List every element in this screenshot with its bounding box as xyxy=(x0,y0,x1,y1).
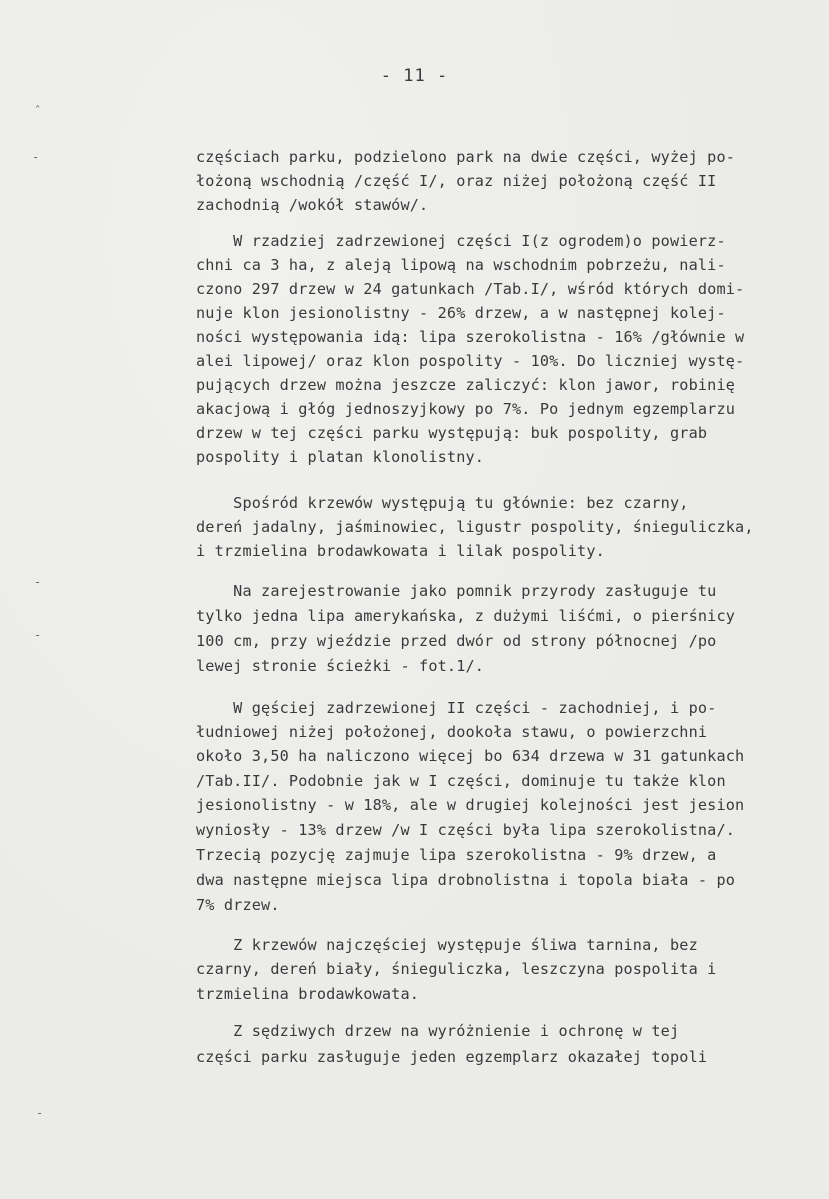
text-line: około 3,50 ha naliczono więcej bo 634 drzewa w 31 gatunkach xyxy=(196,747,745,765)
scan-mark: - xyxy=(32,150,40,164)
text-line: dwa następne miejsca lipa drobnolistna i topola biała - po xyxy=(196,871,736,889)
text-line: drzew w tej części parku występują: buk pospolity, grab xyxy=(196,424,708,442)
text-line: Z krzewów najczęściej występuje śliwa tarnina, bez xyxy=(196,936,698,954)
text-line: części parku zasługuje jeden egzemplarz okazałej topoli xyxy=(196,1048,708,1066)
text-line: Spośród krzewów występują tu głównie: bez czarny, xyxy=(196,494,689,512)
text-line: i trzmielina brodawkowata i lilak pospolity. xyxy=(196,542,605,560)
text-line: wyniosły - 13% drzew /w I części była lipa szerokolistna/. xyxy=(196,821,736,839)
scan-mark: ˆ xyxy=(34,104,42,118)
text-line: lewej stronie ścieżki - fot.1/. xyxy=(196,657,485,675)
text-line: czono 297 drzew w 24 gatunkach /Tab.I/, wśród których domi- xyxy=(196,280,745,298)
text-line: trzmielina brodawkowata. xyxy=(196,985,420,1003)
text-line: czarny, dereń biały, śnieguliczka, leszczyna pospolita i xyxy=(196,960,717,978)
text-line: /Tab.II/. Podobnie jak w I części, dominuje tu także klon xyxy=(196,772,726,790)
text-line: pospolity i platan klonolistny. xyxy=(196,448,485,466)
text-line: 100 cm, przy wjeździe przed dwór od strony północnej /po xyxy=(196,632,717,650)
text-line: zachodnią /wokół stawów/. xyxy=(196,196,429,214)
text-line: Trzecią pozycję zajmuje lipa szerokolistna - 9% drzew, a xyxy=(196,846,717,864)
text-line: W gęściej zadrzewionej II części - zachodniej, i po- xyxy=(196,699,717,717)
text-line: łudniowej niżej położonej, dookoła stawu, o powierzchni xyxy=(196,723,708,741)
text-line: alei lipowej/ oraz klon pospolity - 10%. Do liczniej wystę- xyxy=(196,352,745,370)
text-line: dereń jadalny, jaśminowiec, ligustr pospolity, śnieguliczka, xyxy=(196,518,754,536)
text-line: 7% drzew. xyxy=(196,896,280,914)
text-line: ności występowania idą: lipa szerokolistna - 16% /głównie w xyxy=(196,328,745,346)
text-line: nuje klon jesionolistny - 26% drzew, a w następnej kolej- xyxy=(196,304,726,322)
page-number: - 11 - xyxy=(380,66,449,86)
text-line: częściach parku, podzielono park na dwie części, wyżej po- xyxy=(196,148,736,166)
text-line: pujących drzew można jeszcze zaliczyć: klon jawor, robinię xyxy=(196,376,736,394)
scan-mark: - xyxy=(34,575,42,589)
scan-mark: - xyxy=(36,1106,44,1120)
text-line: chni ca 3 ha, z aleją lipową na wschodnim pobrzeżu, nali- xyxy=(196,256,726,274)
text-line: akacjową i głóg jednoszyjkowy po 7%. Po jednym egzemplarzu xyxy=(196,400,736,418)
text-line: Na zarejestrowanie jako pomnik przyrody zasługuje tu xyxy=(196,582,717,600)
scan-mark: - xyxy=(34,628,42,642)
text-line: W rzadziej zadrzewionej części I(z ogrodem)o powierz- xyxy=(196,232,726,250)
text-line: łożoną wschodnią /część I/, oraz niżej położoną część II xyxy=(196,172,717,190)
text-line: tylko jedna lipa amerykańska, z dużymi liśćmi, o pierśnicy xyxy=(196,607,736,625)
text-line: jesionolistny - w 18%, ale w drugiej kolejności jest jesion xyxy=(196,796,745,814)
text-line: Z sędziwych drzew na wyróżnienie i ochronę w tej xyxy=(196,1022,680,1040)
